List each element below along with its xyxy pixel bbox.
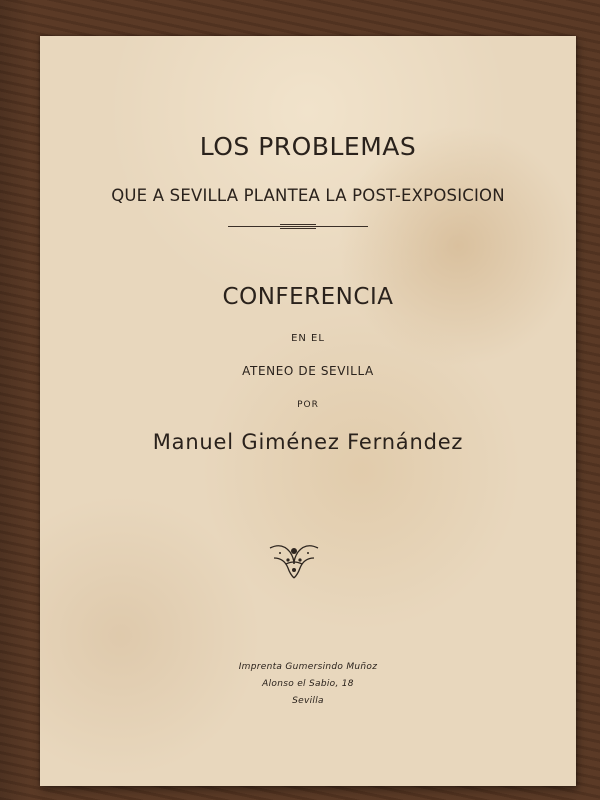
- heading-conferencia: CONFERENCIA: [222, 284, 394, 310]
- printer-address: Alonso el Sabio, 18: [262, 679, 354, 689]
- subtitle: QUE A SEVILLA PLANTEA LA POST-EXPOSICION: [111, 186, 505, 205]
- booklet-cover: [40, 36, 576, 786]
- printer-name: Imprenta Gumersindo Muñoz: [238, 662, 378, 672]
- printer-city: Sevilla: [292, 696, 324, 706]
- line-por: POR: [297, 400, 319, 410]
- author-name: Manuel Giménez Fernández: [152, 430, 464, 454]
- line-ateneo: ATENEO DE SEVILLA: [242, 364, 374, 378]
- title: LOS PROBLEMAS: [199, 132, 417, 161]
- floral-ornament-icon: [268, 544, 320, 582]
- line-en-el: EN EL: [291, 333, 325, 344]
- divider-rule: [228, 223, 368, 230]
